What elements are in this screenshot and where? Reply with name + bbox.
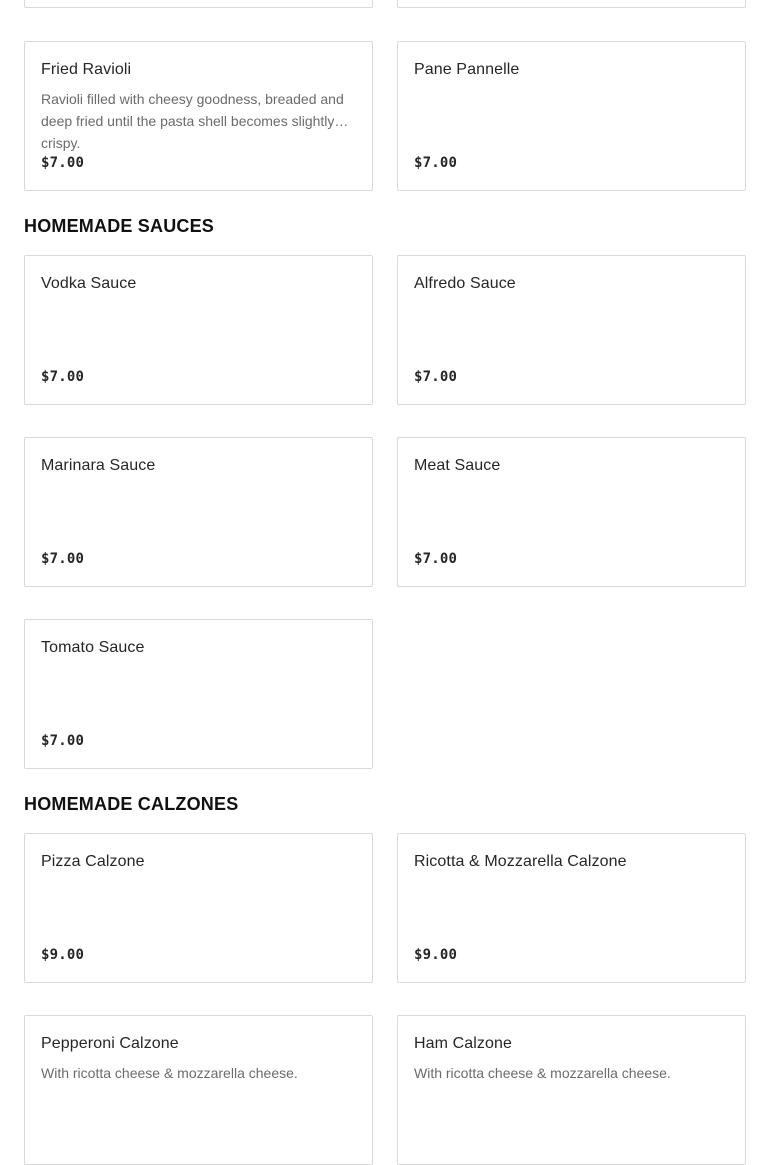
menu-item-card[interactable] <box>24 833 373 983</box>
menu-item-card[interactable] <box>24 41 373 191</box>
section-heading: HOMEMADE SAUCES <box>24 216 215 236</box>
menu-item-card[interactable] <box>24 1015 373 1165</box>
menu-item-price: $7.00 <box>414 551 458 567</box>
menu-item-name: Pane Pannelle <box>414 61 520 78</box>
section-heading: HOMEMADE CALZONES <box>24 794 239 814</box>
menu-item-price: $7.00 <box>414 155 458 171</box>
menu-item-card[interactable] <box>24 619 373 769</box>
menu-item-description: With ricotta cheese & mozzarella cheese. <box>414 1065 671 1081</box>
menu-item-price: $7.00 <box>41 551 85 567</box>
menu-item-card[interactable] <box>397 41 746 191</box>
menu-item-price: $7.00 <box>414 369 458 385</box>
menu-item-description: With ricotta cheese & mozzarella cheese. <box>41 1065 298 1081</box>
menu-item-name: Pizza Calzone <box>41 853 145 870</box>
menu-item-description: Ravioli filled with cheesy goodness, breaded and deep fried until the pasta shell becomes slightly crispy. <box>41 91 344 151</box>
menu-item-name: Vodka Sauce <box>41 275 137 292</box>
menu-item-name: Ricotta & Mozzarella Calzone <box>414 853 627 870</box>
menu-item-card[interactable] <box>397 833 746 983</box>
menu-item-name: Pepperoni Calzone <box>41 1035 179 1052</box>
menu-item-card[interactable] <box>24 437 373 587</box>
menu-item-price: $7.00 <box>41 155 85 171</box>
menu-item-name: Ham Calzone <box>414 1035 513 1052</box>
menu-item-card[interactable] <box>397 255 746 405</box>
menu-item-name: Fried Ravioli <box>41 61 132 78</box>
menu-item-card[interactable] <box>397 437 746 587</box>
menu-item-price: $7.00 <box>41 733 85 749</box>
menu-item-card[interactable] <box>397 1015 746 1165</box>
menu-item-price: $9.00 <box>41 947 85 963</box>
menu-item-card[interactable] <box>24 255 373 405</box>
menu-item-price: $7.00 <box>41 369 85 385</box>
menu-item-name: Tomato Sauce <box>41 639 145 656</box>
menu-item-name: Marinara Sauce <box>41 457 156 474</box>
menu-item-card[interactable] <box>397 0 746 8</box>
menu-item-price: $9.00 <box>414 947 458 963</box>
menu-item-card[interactable] <box>24 0 373 8</box>
menu-item-name: Meat Sauce <box>414 457 501 474</box>
menu-item-name: Alfredo Sauce <box>414 275 516 292</box>
